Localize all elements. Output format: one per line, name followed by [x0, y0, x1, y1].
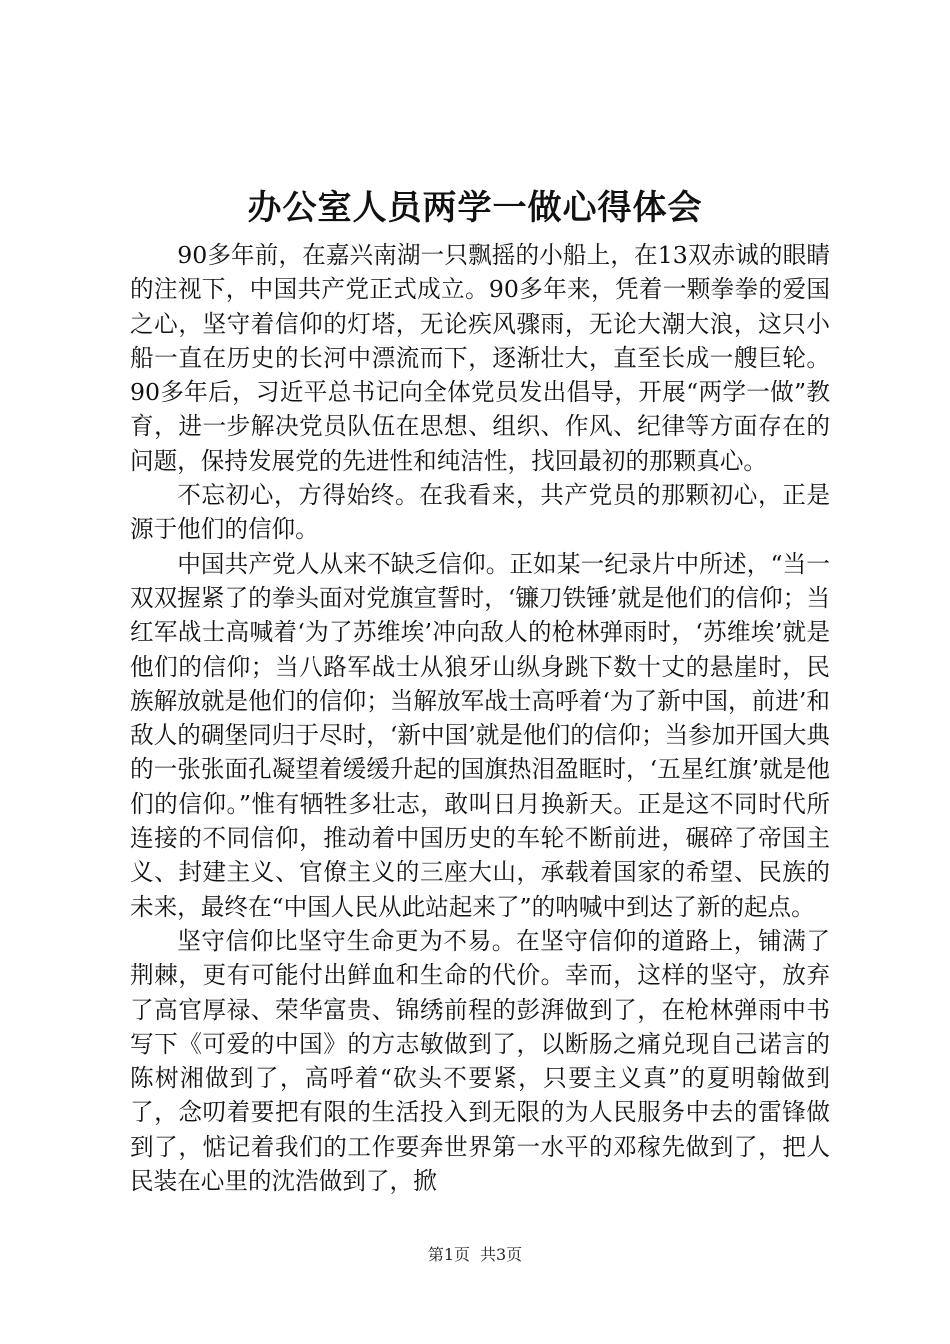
document-title: 办公室人员两学一做心得体会 — [247, 188, 703, 228]
paragraph-3: 中国共产党人从来不缺乏信仰。正如某一纪录片中所述，“当一双双握紧了的拳头面对党旗宣誓时，‘镰刀铁锤’就是他们的信仰；当红军战士高喊着‘为了苏维埃’冲向敌人的枪林弹雨时，‘苏维埃’就是他们的信仰；当八路军战士从狼牙山纵身跳下数十丈的悬崖时，民族解放就是他们的信仰；当解放军战士高呼着‘为了新中国，前进’和敌人的碉堡同归于尽时，‘新中国’就是他们的信仰；当参加开国大典的一张张面孔凝望着缓缓升起的国旗热泪盈眶时，‘五星红旗’就是他们的信仰。”惟有牺牲多壮志，敢叫日月换新天。正是这不同时代所连接的不同信仰，推动着中国历史的车轮不断前进，碾碎了帝国主义、封建主义、官僚主义的三座大山，承载着国家的希望、民族的未来，最终在“中国人民从此站起来了”的呐喊中到达了新的起点。 — [130, 549, 830, 921]
document-body — [130, 238, 830, 1198]
page-total: 共3页 — [480, 1245, 523, 1264]
paragraph-4: 坚守信仰比坚守生命更为不易。在坚守信仰的道路上，铺满了荆棘，更有可能付出鲜血和生命的代价。幸而，这样的坚守，放弃了高官厚禄、荣华富贵、锦绣前程的彭湃做到了，在枪林弹雨中书写下《可爱的中国》的方志敏做到了，以断肠之痛兑现自己诺言的陈树湘做到了，高呼着“砍头不要紧，只要主义真”的夏明翰做到了，念叨着要把有限的生活投入到无限的为人民服务中去的雷锋做到了，惦记着我们的工作要奔世界第一水平的邓稼先做到了，把人民装在心里的沈浩做到了，掀 — [130, 926, 830, 1196]
page-footer — [0, 1243, 950, 1267]
paragraph-2: 不忘初心，方得始终。在我看来，共产党员的那颗初心，正是源于他们的信仰。 — [130, 481, 830, 544]
page-number: 第1页 — [427, 1245, 470, 1264]
paragraph-1: 90多年前，在嘉兴南湖一只飘摇的小船上，在13双赤诚的眼睛的注视下，中国共产党正式成立。90多年来，凭着一颗拳拳的爱国之心，坚守着信仰的灯塔，无论疾风骤雨，无论大潮大浪，这只小船一直在历史的长河中漂流而下，逐渐壮大，直至长成一艘巨轮。90多年后，习近平总书记向全体党员发出倡导，开展“两学一做”教育，进一步解决党员队伍在思想、组织、作风、纪律等方面存在的问题，保持发展党的先进性和纯洁性，找回最初的那颗真心。 — [130, 241, 830, 475]
